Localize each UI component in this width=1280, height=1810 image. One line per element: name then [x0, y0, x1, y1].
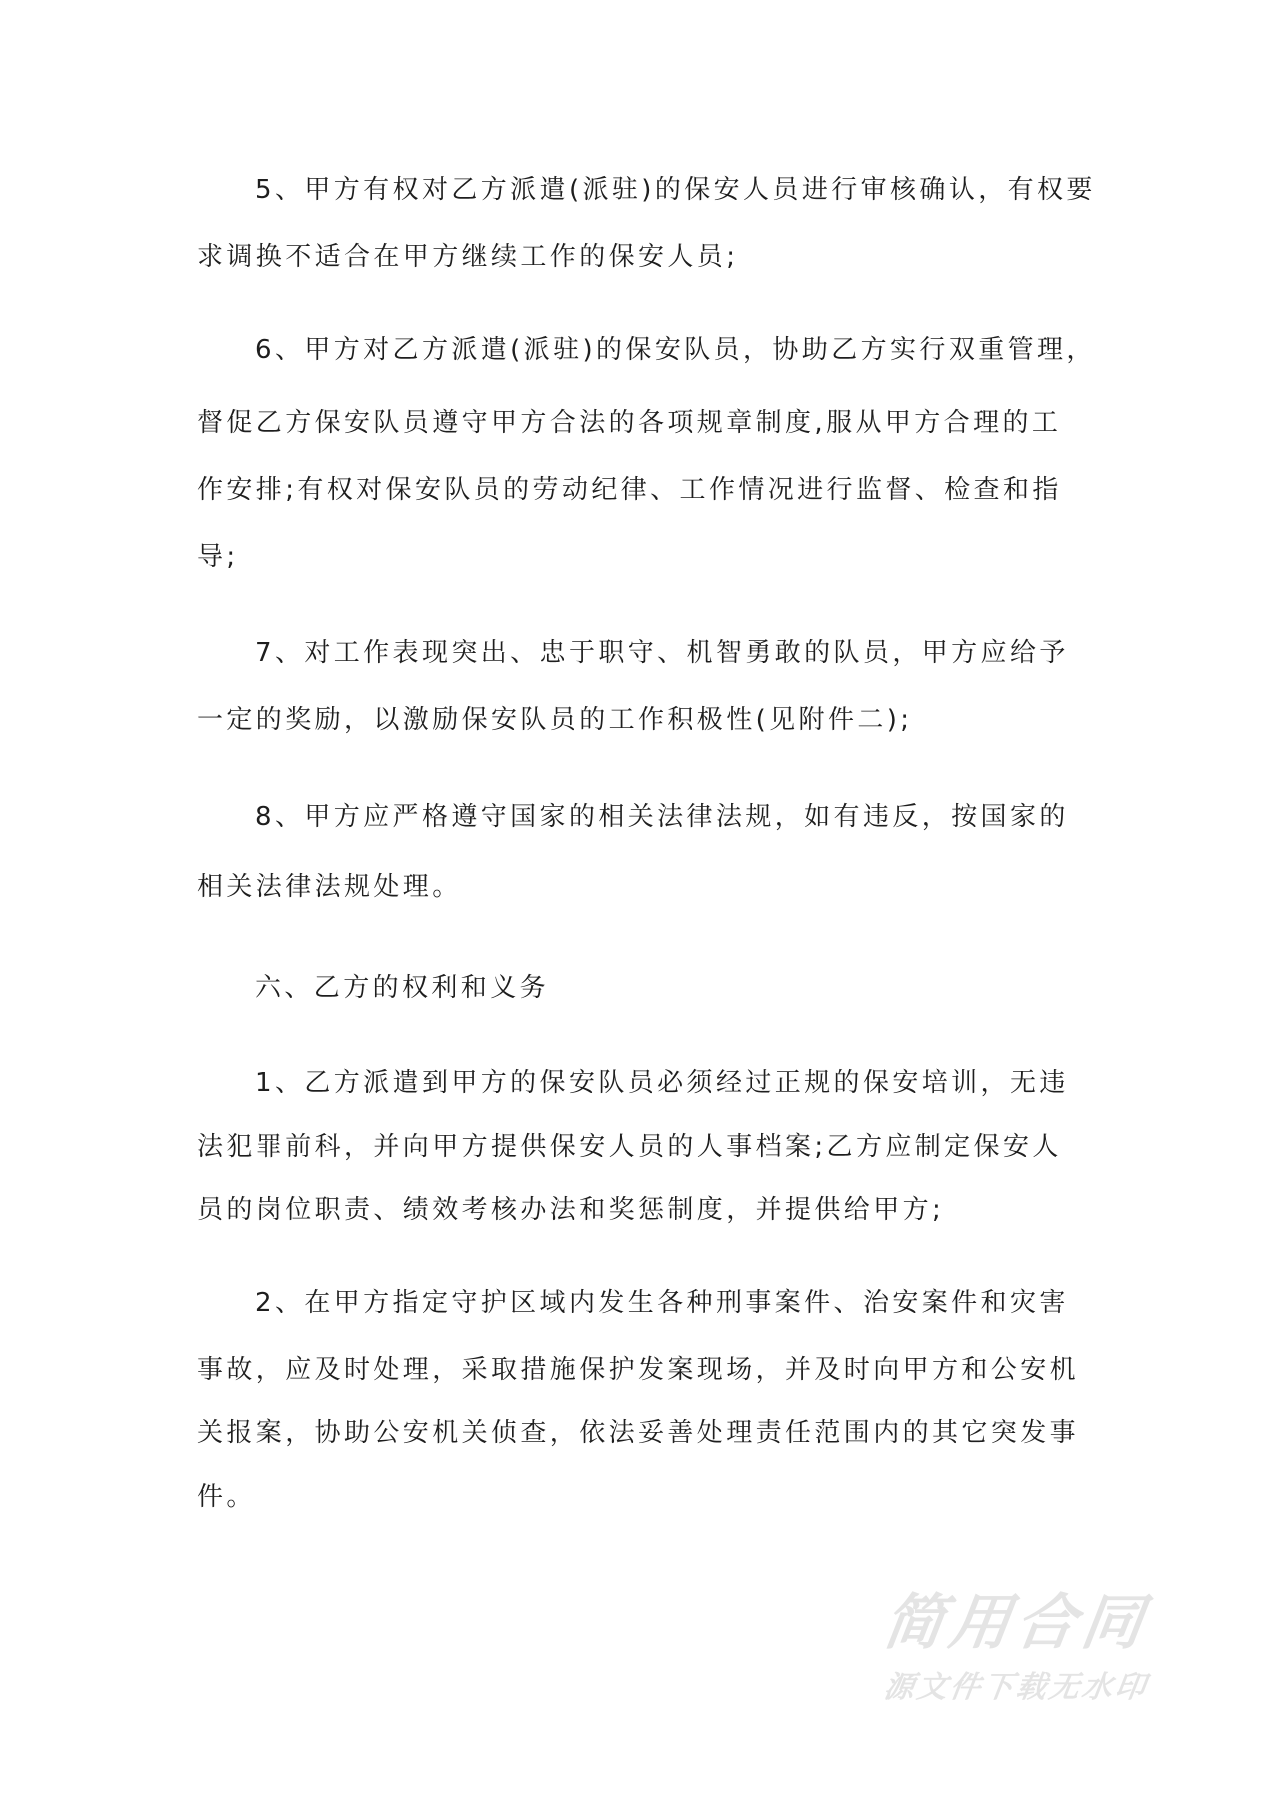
paragraph-8-line-2: 相关法律法规处理。 — [197, 872, 462, 902]
paragraph-6-line-3: 作安排;有权对保安队员的劳动纪律、工作情况进行监督、检查和指 — [197, 475, 1062, 505]
watermark — [879, 1588, 1180, 1705]
paragraph-7-line-2: 一定的奖励，以激励保安队员的工作积极性(见附件二); — [197, 705, 913, 735]
item-2-line-4: 件。 — [197, 1482, 256, 1512]
paragraph-5-line-2: 求调换不适合在甲方继续工作的保安人员; — [197, 242, 739, 272]
paragraph-8-line-1: 8、甲方应严格遵守国家的相关法律法规，如有违反，按国家的 — [255, 802, 1069, 832]
item-1-line-2: 法犯罪前科，并向甲方提供保安人员的人事档案;乙方应制定保安人 — [197, 1132, 1062, 1162]
paragraph-6-line-2: 督促乙方保安队员遵守甲方合法的各项规章制度,服从甲方合理的工 — [197, 408, 1062, 438]
paragraph-5-line-1: 5、甲方有权对乙方派遣(派驻)的保安人员进行审核确认，有权要 — [255, 175, 1096, 205]
item-2-line-2: 事故，应及时处理，采取措施保护发案现场，并及时向甲方和公安机 — [197, 1355, 1080, 1385]
item-2-line-1: 2、在甲方指定守护区域内发生各种刑事案件、治安案件和灾害 — [255, 1288, 1069, 1318]
paragraph-6-line-1: 6、甲方对乙方派遣(派驻)的保安队员，协助乙方实行双重管理， — [255, 335, 1096, 365]
item-1-line-3: 员的岗位职责、绩效考核办法和奖惩制度，并提供给甲方; — [197, 1195, 945, 1225]
paragraph-7-line-1: 7、对工作表现突出、忠于职守、机智勇敢的队员，甲方应给予 — [255, 638, 1069, 668]
item-1-line-1: 1、乙方派遣到甲方的保安队员必须经过正规的保安培训，无违 — [255, 1068, 1069, 1098]
watermark-title: 简用合同 — [879, 1588, 1153, 1658]
section-heading-party-b-rights: 六、乙方的权利和义务 — [255, 973, 550, 1003]
paragraph-6-line-4: 导; — [197, 542, 239, 572]
item-2-line-3: 关报案，协助公安机关侦查，依法妥善处理责任范围内的其它突发事 — [197, 1418, 1080, 1448]
watermark-subtitle: 源文件下载无水印 — [881, 1670, 1151, 1705]
